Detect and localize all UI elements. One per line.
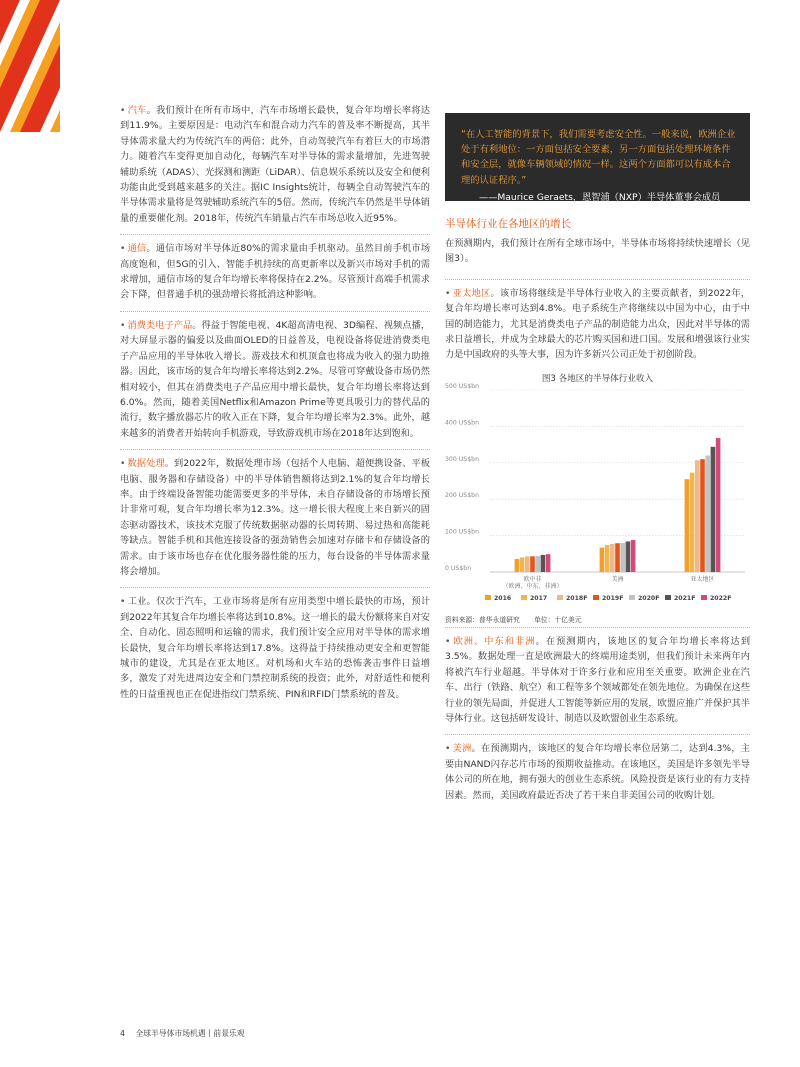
item-text: 。在预测期内，该地区的复合年均增长率位居第二，达到4.3%，主要由NAND闪存芯片市场的预期收益推动。在该地区，美国是许多领先半导体公司的所在地，拥有强大的创业生态系统。风险投资是该行业的有力支持因素。然而，美国政府最近否决了若干来自非美国公司的收购计划。	[445, 743, 750, 801]
legend-swatch	[629, 595, 635, 600]
quote-text: “在人工智能的背景下，我们需要考虑安全性。一般来说，欧洲企业处于有利地位：一方面包括安全要素，另一方面包括处理环境条件和安全层，就像车辆领域的情况一样。这两个方面都可以有成本合理的认证程序。”	[461, 129, 736, 186]
bullet-icon: •	[120, 105, 126, 116]
x-tick-label: （欧洲、中东、非洲）	[502, 583, 563, 590]
bar-2016	[685, 479, 690, 572]
chart-unit-text: 单位：十亿美元	[533, 616, 582, 624]
x-tick-label: 美洲	[611, 576, 624, 583]
bullet-icon: •	[445, 743, 451, 755]
item-apac	[445, 279, 750, 363]
item-text: 。通信市场对半导体近80%的需求量由手机驱动。虽然目前手机市场高度饱和，但5G的引入、智能手机持续的高更新率以及新兴市场对手机的需求增加，通信市场的复合年均增长率将保持在2.2%。尽管预计高端手机需求会下降，但普通手机的强劲增长将抵消这种影响。	[120, 243, 431, 301]
right-column-bottom	[445, 627, 750, 803]
right-column-top	[445, 216, 750, 363]
item-text: 。我们预计在所有市场中，汽车市场增长最快，复合年均增长率将达到11.9%。主要原因是：电动汽车和混合动力汽车的普及率不断提高，其半导体需求量大约为传统汽车的两倍；此外，自动驾驶汽车有着巨大的市场潜力。随着汽车变得更加自动化，每辆汽车对半导体的需求量增加，先进驾驶辅助系统（ADAS）、光探测和测距（LiDAR）、信息娱乐系统以及安全和便利功能由此受到越来越多的关注。据IC Insights统计，每辆全自动驾驶汽车的半导体需求量将是驾驶辅助系统汽车的5倍。然而，传统汽车仍然是半导体销量的重要催化剂。2018年，传统汽车销量占汽车市场总收入近95%。	[120, 105, 431, 224]
item-text: 。得益于智能电视、4K超高清电视、3D编程、视频点播，对大屏显示器的偏爱以及曲面OLED的日益普及，电视设备将促进消费类电子产品应用的半导体收入增长。游戏技术和机顶盒也将成为收入的强力助推器。因此，该市场的复合年均增长率将达到2.2%。尽管可穿戴设备市场仍然相对较小，但其在消费类电子产品应用中增长最快，复合年均增长率将达到6.0%。然而，随着美国Netflix和Amazon Prime等更具吸引力的替代品的流行，数字播放器芯片的收入正在下降，复合年均增长率为2.3%。此外，越来越多的消费者开始转向手机游戏，导致游戏机市场在2018年达到饱和。	[120, 319, 430, 439]
item-keyword: 工业	[127, 596, 147, 608]
legend-label: 2020F	[638, 595, 660, 602]
bullet-icon: •	[120, 319, 126, 331]
legend-swatch	[485, 595, 491, 600]
section-intro: 在预测期内，我们预计在所有全球市场中，半导体市场将持续快速增长（见图3）。	[445, 238, 750, 265]
item-keyword: 亚太地区	[452, 287, 491, 299]
bullet-icon: •	[445, 636, 451, 647]
bar-2019F	[530, 556, 535, 572]
item-consumer-electronics	[120, 311, 430, 449]
item-keyword: 数据处理	[127, 458, 165, 470]
chart-source-line	[445, 614, 750, 624]
legend-label: 2021F	[674, 595, 696, 602]
bar-2018F	[695, 460, 700, 572]
chart-title: 图3 各地区的半导体行业收入	[541, 374, 654, 384]
bullet-icon: •	[120, 458, 126, 470]
legend-swatch	[701, 595, 707, 600]
item-data-processing	[120, 449, 430, 587]
bar-2021F	[541, 555, 546, 572]
legend-swatch	[557, 595, 563, 600]
quote-box	[445, 113, 750, 201]
revenue-by-region-chart	[445, 380, 750, 625]
bar-2022F	[546, 554, 551, 572]
bar-2020F	[705, 456, 710, 572]
bar-2019F	[615, 543, 620, 572]
bullet-icon: •	[445, 287, 451, 299]
bar-2020F	[620, 543, 625, 572]
bar-2017	[605, 545, 610, 572]
legend-swatch	[593, 595, 599, 600]
y-tick-label: 0 US$bn	[445, 565, 472, 572]
bar-2016	[515, 559, 520, 572]
x-tick-label: 欧中非	[523, 576, 542, 583]
legend-swatch	[665, 595, 671, 600]
bar-2019F	[700, 459, 705, 572]
section-title: 半导体行业在各地区的增长	[445, 218, 571, 230]
bar-2022F	[716, 438, 721, 572]
legend-swatch	[521, 595, 527, 600]
page-number: 4	[120, 1029, 125, 1038]
item-text: 。到2022年，数据处理市场（包括个人电脑、超便携设备、平板电脑、服务器和存储设备）中的半导体销售额将达到2.1%的复合年均增长率。由于终端设备智能功能需要更多的半导体，未自存储设备的市场增长预计非常可观，复合年均增长率为12.3%。这一增长很大程度上来自新兴的固态驱动器技术，该技术克服了传统数据驱动器的长周转期、易过热和高能耗等缺点。智能手机和其他连接设备的强劲销售会加速对存储卡和存储设备的需求。由于该市场也存在优化服务器性能的压力，每台设备的半导体需求量将会增加。	[120, 458, 430, 577]
decorative-stripes	[0, 0, 60, 132]
item-keyword: 通信	[127, 243, 147, 255]
item-emea	[445, 627, 750, 734]
left-column	[120, 103, 430, 702]
chart-source-text: 资料来源：普华永道研究	[445, 616, 520, 624]
bar-2018F	[525, 556, 530, 572]
legend-label: 2022F	[710, 595, 732, 602]
y-tick-label: 100 US$bn	[445, 528, 480, 536]
item-text: 。该市场将继续是半导体行业收入的主要贡献者，到2022年，复合年均增长率可达到4.8%。电子系统生产将继续以中国为中心，由于中国的制造能力，尤其是消费类电子产品的制造能力出众，因此对半导体的需求日益增长，并成为全球最大的芯片购买国和进口国。发展和增强该行业实力是中国政府的头等大事，因为许多新兴公司正处于初创阶段。	[445, 287, 750, 361]
item-text: 。在预测期内，该地区的复合年均增长率将达到3.5%。数据处理一直是欧洲最大的终端用途类别，但我们预计未来两年内将被汽车行业超越。半导体对于许多行业和应用至关重要。欧洲企业在汽车、出行（铁路、航空）和工程等多个领域都处在领先地位。为确保在这些行业的领先局面，并促进人工智能等新应用的发展，欧盟应推广并保护其半导体行业。这包括研发设计、制造以及欧盟创业生态系统。	[445, 636, 751, 725]
item-americas	[445, 734, 750, 803]
bar-2018F	[610, 544, 615, 572]
legend-label: 2016	[494, 595, 512, 602]
bar-2017	[690, 473, 695, 572]
legend-label: 2018F	[566, 595, 588, 602]
bar-2021F	[626, 541, 631, 572]
y-tick-label: 400 US$bn	[445, 419, 480, 427]
bullet-icon: •	[120, 243, 126, 255]
y-tick-label: 200 US$bn	[445, 492, 480, 500]
item-industrial	[120, 587, 430, 702]
quote-author: ——Maurice Geraets，恩智浦（NXP）半导体董事会成员	[479, 191, 721, 203]
bar-2020F	[535, 556, 540, 572]
bar-2017	[520, 557, 525, 572]
bar-2016	[600, 548, 605, 572]
item-keyword: 欧洲、中东和非洲	[452, 636, 536, 647]
y-tick-label: 300 US$bn	[445, 455, 480, 463]
item-communication	[120, 234, 430, 311]
bar-2021F	[711, 447, 716, 572]
page-footer	[120, 1028, 245, 1039]
chart-source	[445, 614, 750, 624]
item-text: 。仅次于汽车，工业市场将是所有应用类型中增长最快的市场，预计到2022年其复合年均增长率将达到10.8%。这一增长的最大份额将来自对安全、自动化、固态照明和运输的需求，我们预计安全应用对半导体的需求增长最快，复合年均增长率将达到17.8%。这得益于持续推动更安全和更智能城市的建设，尤其是在亚太地区。对机场和火车站的恐怖袭击事件日益增多，激发了对先进周边安全和门禁控制系统的投资；此外，对舒适性和便利性的日益重视也正在促进指纹门禁系统、PIN和RFID门禁系统的普及。	[120, 596, 431, 700]
item-keyword: 美洲	[452, 743, 472, 755]
y-tick-label: 500 US$bn	[445, 383, 480, 390]
x-tick-label: 亚太地区	[690, 576, 715, 583]
item-keyword: 汽车	[127, 105, 147, 116]
legend-label: 2019F	[602, 595, 624, 602]
item-automotive	[120, 103, 430, 234]
legend-label: 2017	[530, 595, 548, 602]
bar-2022F	[631, 540, 636, 572]
bullet-icon: •	[120, 596, 126, 608]
footer-text: 全球半导体市场机遇丨前景乐观	[135, 1029, 245, 1038]
item-keyword: 消费类电子产品	[127, 319, 193, 331]
